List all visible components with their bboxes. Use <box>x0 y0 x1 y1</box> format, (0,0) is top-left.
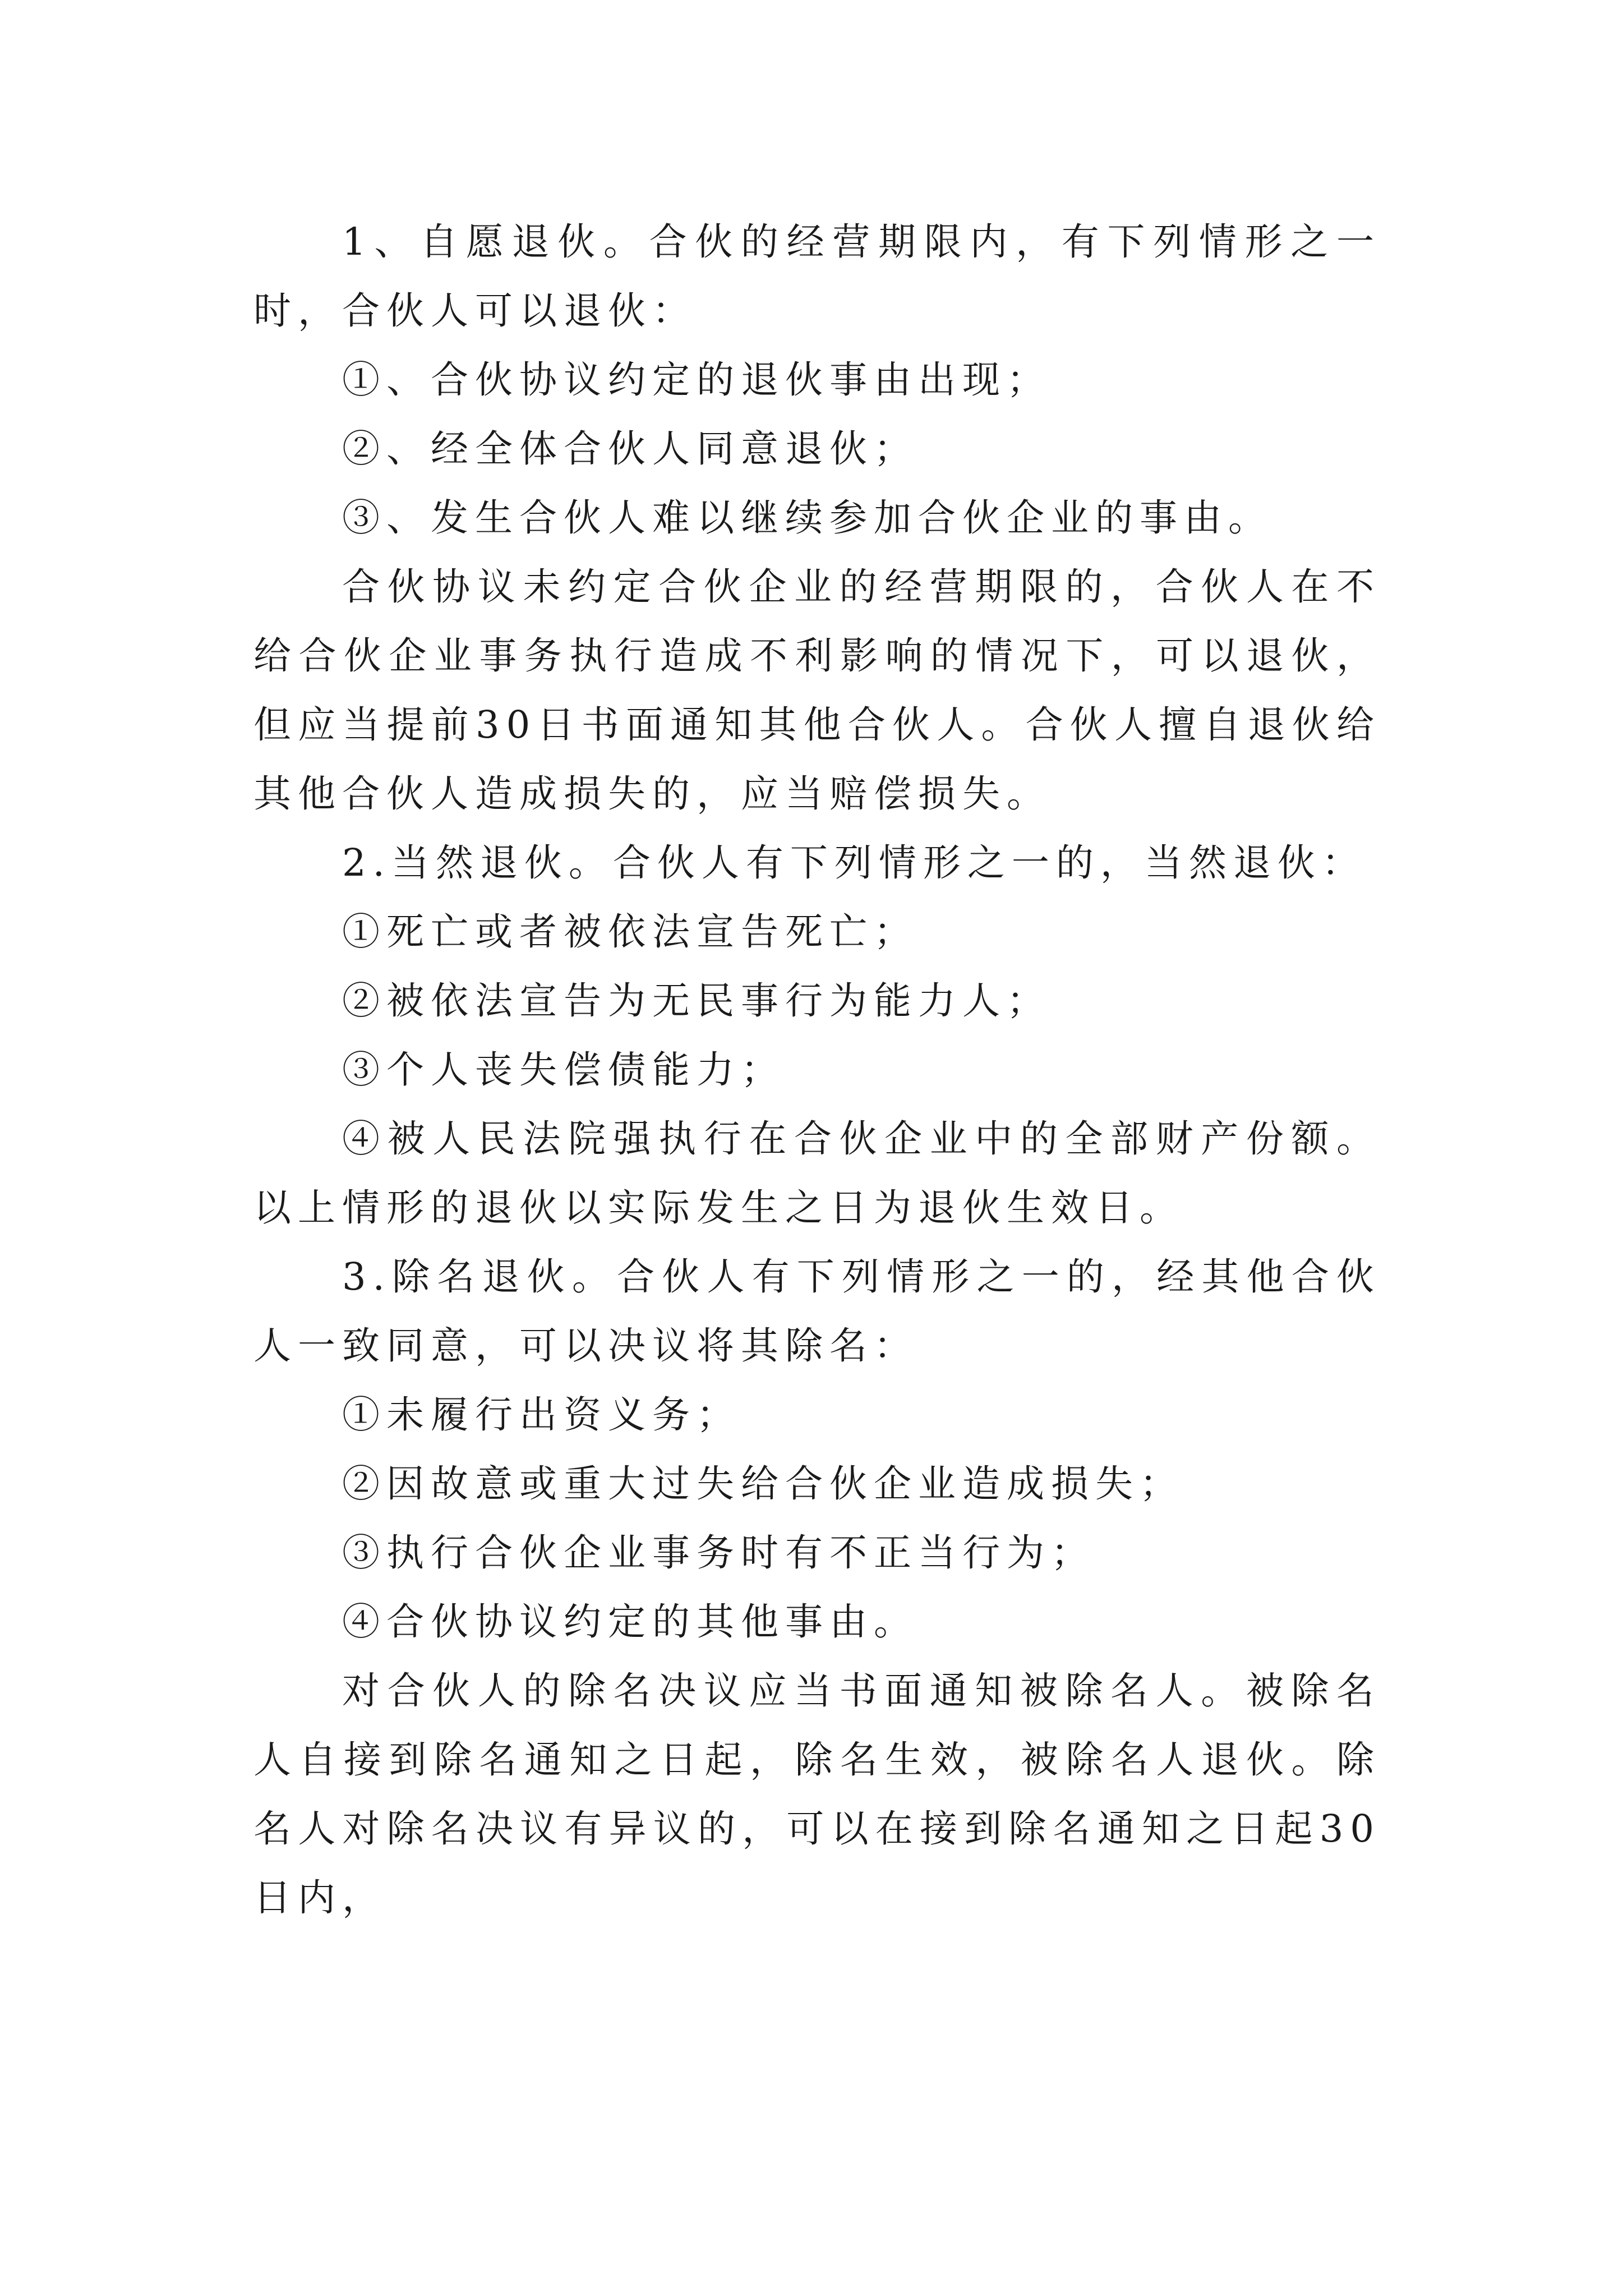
list-item: ③个人丧失偿债能力； <box>342 1048 785 1092</box>
paragraph-expulsion: 3.除名退伙。合伙人有下列情形之一的，经其他合伙人一致同意，可以决议将其除名： <box>253 1255 1381 1368</box>
list-item: ②因故意或重大过失给合伙企业造成损失； <box>342 1462 1184 1506</box>
list-item: ②被依法宣告为无民事行为能力人； <box>342 979 1051 1023</box>
document-body <box>253 208 1381 1932</box>
list-item: ④合伙协议约定的其他事由。 <box>342 1600 918 1644</box>
list-item: ②、经全体合伙人同意退伙； <box>342 427 918 471</box>
paragraph-unspecified-term: 合伙协议未约定合伙企业的经营期限的，合伙人在不给合伙企业事务执行造成不利影响的情况下，可以退伙，但应当提前30日书面通知其他合伙人。合伙人擅自退伙给其他合伙人造成损失的，应当赔偿损失。 <box>253 565 1381 816</box>
list-item: ①未履行出资义务； <box>342 1393 741 1437</box>
paragraph-voluntary-withdrawal: 1、自愿退伙。合伙的经营期限内，有下列情形之一时，合伙人可以退伙： <box>253 220 1381 333</box>
list-item: ④被人民法院强执行在合伙企业中的全部财产份额。以上情形的退伙以实际发生之日为退伙生效日。 <box>253 1117 1381 1230</box>
list-item: ③、发生合伙人难以继续参加合伙企业的事由。 <box>342 496 1272 540</box>
list-item: ③执行合伙企业事务时有不正当行为； <box>342 1531 1095 1575</box>
list-item: ①死亡或者被依法宣告死亡； <box>342 910 918 954</box>
list-item: ①、合伙协议约定的退伙事由出现； <box>342 358 1051 402</box>
paragraph-automatic-withdrawal: 2.当然退伙。合伙人有下列情形之一的，当然退伙： <box>342 841 1366 885</box>
paragraph-expulsion-notice: 对合伙人的除名决议应当书面通知被除名人。被除名人自接到除名通知之日起，除名生效，被除名人退伙。除名人对除名决议有异议的，可以在接到除名通知之日起30日内， <box>253 1669 1381 1920</box>
